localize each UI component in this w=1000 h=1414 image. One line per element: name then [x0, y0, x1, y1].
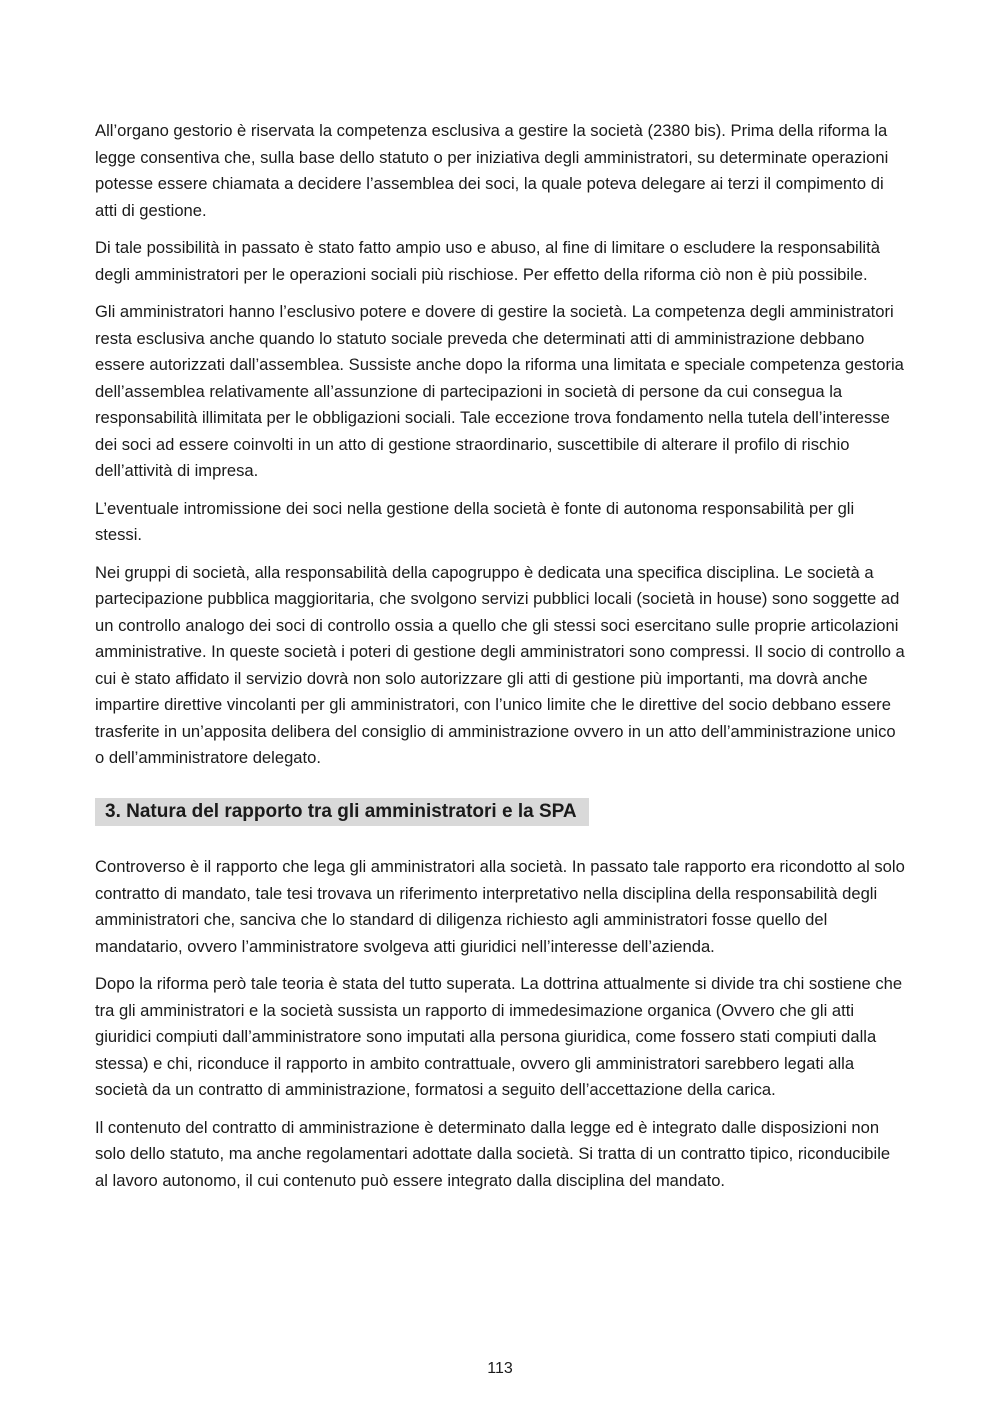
section-heading-container [95, 783, 905, 843]
paragraph: L’eventuale intromissione dei soci nella gestione della società è fonte di autonoma responsabilità per gli stessi. [95, 498, 855, 544]
paragraph: Controverso è il rapporto che lega gli amministratori alla società. In passato tale rapporto era ricondotto al solo contratto di mandato, tale tesi trovava un riferimento interpretativo nella disciplina della responsabilità degli amministratori che, sanciva che lo standard di diligenza richiesto agli amministratori fosse quello del mandatario, ovvero l’amministratore svolgeva atti giuridici nell’interesse dell’azienda. [95, 857, 905, 956]
paragraph: Dopo la riforma però tale teoria è stata del tutto superata. La dottrina attualmente si divide tra chi sostiene che tra gli amministratori e la società sussista un rapporto di immedesimazione organica (Ovvero che gli atti giuridici compiuti dall’amministratore sono imputati alla persona giuridica, come fossero stati compiuti dalla stessa) e chi, riconduce il rapporto in ambito contrattuale, ovvero gli amministratori sarebbero legati alla società da un contratto di amministrazione, formatosi a seguito dell’accettazione della carica. [95, 974, 903, 1100]
paragraph: All’organo gestorio è riservata la competenza esclusiva a gestire la società (2380 bis). Prima della riforma la legge consentiva che, sulla base dello statuto o per iniziativa degli amministratori, su determinate operazioni potesse essere chiamata a decidere l’assemblea dei soci, la quale poteva delegare ai terzi il compimento di atti di gestione. [95, 121, 889, 220]
document-page [95, 118, 905, 1205]
paragraph: Gli amministratori hanno l’esclusivo potere e dovere di gestire la società. La competenza degli amministratori resta esclusiva anche quando lo statuto sociale preveda che determinati atti di amministrazione debbano essere autorizzati dall’assemblea. Sussiste anche dopo la riforma una limitata e speciale competenza gestoria dell’assemblea relativamente all’assunzione di partecipazioni in società di persone da cui consegua la responsabilità illimitata per le obbligazioni sociali. Tale eccezione trova fondamento nella tutela dell’interesse dei soci ad essere coinvolti in un atto di gestione straordinario, suscettibile di alterare il profilo di rischio dell’attività di impresa. [95, 302, 904, 480]
page-number: 113 [487, 1360, 513, 1377]
section-heading: 3. Natura del rapporto tra gli amministratori e la SPA [95, 798, 589, 826]
paragraph: Di tale possibilità in passato è stato fatto ampio uso e abuso, al fine di limitare o escludere la responsabilità degli amministratori per le operazioni sociali più rischiose. Per effetto della riforma ciò non è più possibile. [95, 238, 880, 284]
paragraph: Nei gruppi di società, alla responsabilità della capogruppo è dedicata una specifica disciplina. Le società a partecipazione pubblica maggioritaria, che svolgono servizi pubblici locali (società in house) sono soggette ad un controllo analogo dei soci di controllo ossia a quello che gli stessi soci esercitano sulle proprie articolazioni amministrative. In queste società i poteri di gestione degli amministratori sono compressi. Il socio di controllo a cui è stato affidato il servizio dovrà non solo autorizzare gli atti di gestione più importanti, ma dovrà anche impartire direttive vincolanti per gli amministratori, con l’unico limite che le direttive del socio debbano essere trasferite in un’apposita delibera del consiglio di amministrazione ovvero in un atto dell’amministrazione unico o dell’amministratore delegato. [95, 562, 905, 767]
paragraph: Il contenuto del contratto di amministrazione è determinato dalla legge ed è integrato dalle disposizioni non solo dello statuto, ma anche regolamentari adottate dalla società. Si tratta di un contratto tipico, riconducibile al lavoro autonomo, il cui contenuto può essere integrato dalla disciplina del mandato. [95, 1117, 891, 1190]
